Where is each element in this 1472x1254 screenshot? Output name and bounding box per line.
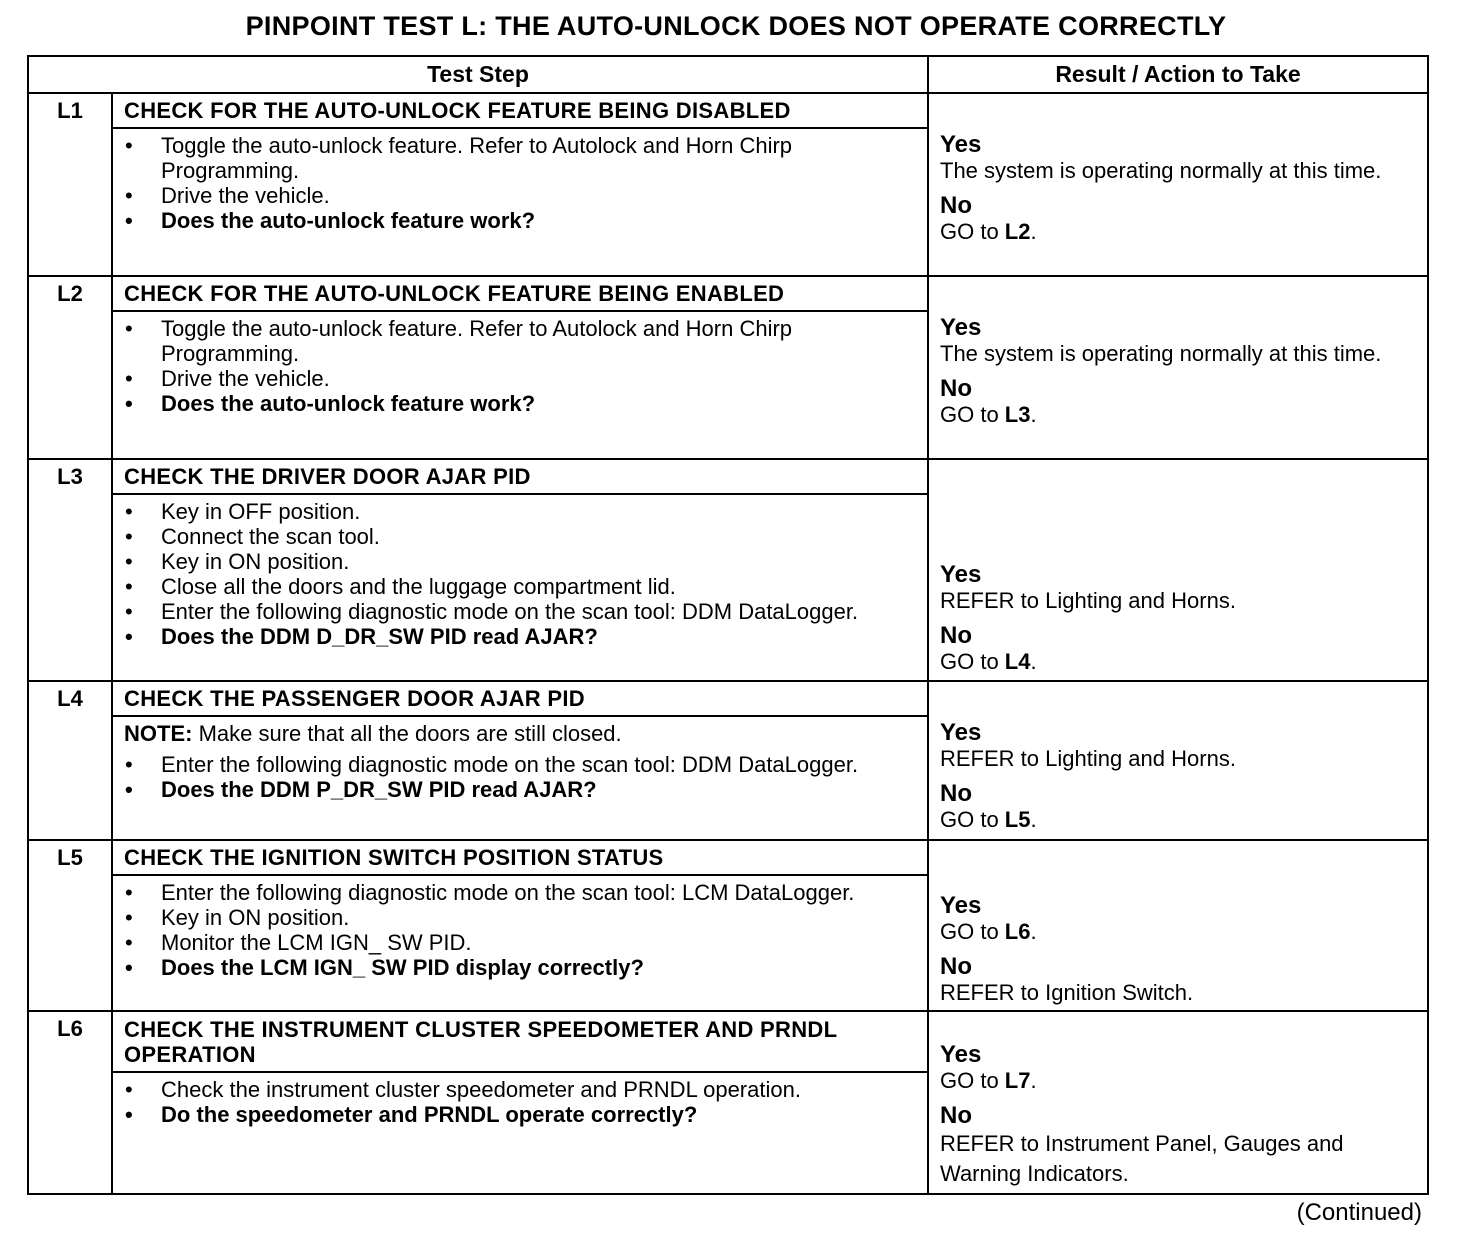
no-label: No <box>940 953 972 980</box>
no-action: REFER to Instrument Panel, Gauges and Warning Indicators. <box>940 1131 1344 1186</box>
step-question: • Do the speedometer and PRNDL operate correctly? <box>113 1102 913 1127</box>
yes-action: REFER to Lighting and Horns. <box>940 746 1236 771</box>
step-heading: CHECK FOR THE AUTO-UNLOCK FEATURE BEING DISABLED <box>124 98 791 123</box>
step-body <box>113 1077 913 1127</box>
step-heading: CHECK THE IGNITION SWITCH POSITION STATUS <box>124 845 664 870</box>
step-item: • Key in OFF position. <box>113 499 913 524</box>
yes-action: The system is operating normally at this time. <box>940 158 1382 183</box>
no-action: GO to L2. <box>940 219 1037 244</box>
note-label: NOTE: <box>124 721 193 746</box>
pinpoint-test-table <box>27 55 1429 1195</box>
step-heading: CHECK THE INSTRUMENT CLUSTER SPEEDOMETER AND PRNDL OPERATION <box>124 1017 837 1067</box>
step-id: L4 <box>57 686 83 711</box>
step-result <box>940 1042 1410 1189</box>
step-heading-rule <box>111 310 927 312</box>
step-question: • Does the DDM P_DR_SW PID read AJAR? <box>113 777 913 802</box>
step-heading-rule <box>111 127 927 129</box>
header-result: Result / Action to Take <box>1055 61 1301 87</box>
step-ref: L6 <box>1004 919 1031 944</box>
column-divider <box>927 57 929 1193</box>
step-item: • Enter the following diagnostic mode on the scan tool: LCM DataLogger. <box>113 880 913 905</box>
step-heading-rule <box>111 715 927 717</box>
no-action: REFER to Ignition Switch. <box>940 980 1194 1005</box>
no-label: No <box>940 622 972 649</box>
step-item: • Close all the doors and the luggage compartment lid. <box>113 574 913 599</box>
step-body <box>113 316 913 416</box>
row-rule <box>29 1010 1427 1012</box>
step-item: • Toggle the auto-unlock feature. Refer to Autolock and Horn Chirp Programming. <box>113 133 913 183</box>
yes-action: The system is operating normally at this time. <box>940 341 1382 366</box>
step-ref: L5 <box>1004 807 1031 832</box>
no-label: No <box>940 780 972 807</box>
step-id: L5 <box>57 845 83 870</box>
no-label: No <box>940 1102 972 1129</box>
header-rule <box>29 92 1427 94</box>
step-heading: CHECK THE DRIVER DOOR AJAR PID <box>124 464 531 489</box>
yes-label: Yes <box>940 131 982 158</box>
step-item: • Toggle the auto-unlock feature. Refer to Autolock and Horn Chirp Programming. <box>113 316 913 366</box>
step-item: • Key in ON position. <box>113 905 913 930</box>
step-body <box>113 721 913 802</box>
step-ref: L3 <box>1004 402 1031 427</box>
yes-action: REFER to Lighting and Horns. <box>940 588 1236 613</box>
step-heading-rule <box>111 874 927 876</box>
step-id: L6 <box>57 1016 83 1041</box>
yes-label: Yes <box>940 892 982 919</box>
yes-label: Yes <box>940 1041 982 1068</box>
step-question: • Does the DDM D_DR_SW PID read AJAR? <box>113 624 913 649</box>
step-item: • Monitor the LCM IGN_ SW PID. <box>113 930 913 955</box>
row-rule <box>29 839 1427 841</box>
yes-label: Yes <box>940 314 982 341</box>
yes-label: Yes <box>940 719 982 746</box>
step-question: • Does the auto-unlock feature work? <box>113 391 913 416</box>
step-item: • Connect the scan tool. <box>113 524 913 549</box>
step-ref: L4 <box>1004 649 1031 674</box>
step-result <box>940 720 1410 832</box>
step-result <box>940 893 1410 1005</box>
step-id: L1 <box>57 98 83 123</box>
step-item: • Drive the vehicle. <box>113 183 913 208</box>
row-rule <box>29 275 1427 277</box>
step-id: L2 <box>57 281 83 306</box>
no-label: No <box>940 375 972 402</box>
no-action: GO to L3. <box>940 402 1037 427</box>
no-label: No <box>940 192 972 219</box>
step-heading: CHECK FOR THE AUTO-UNLOCK FEATURE BEING ENABLED <box>124 281 785 306</box>
step-id: L3 <box>57 464 83 489</box>
step-result <box>940 132 1410 244</box>
header-test-step: Test Step <box>427 61 529 87</box>
step-heading-rule <box>111 493 927 495</box>
step-item: • Check the instrument cluster speedometer and PRNDL operation. <box>113 1077 913 1102</box>
yes-action: GO to L6. <box>940 919 1037 944</box>
step-ref: L7 <box>1004 1068 1031 1093</box>
step-note: NOTE: Make sure that all the doors are still closed. <box>124 721 622 746</box>
no-action: GO to L4. <box>940 649 1037 674</box>
step-item: • Key in ON position. <box>113 549 913 574</box>
row-rule <box>29 458 1427 460</box>
continued-label: (Continued) <box>1296 1199 1422 1226</box>
step-result <box>940 562 1410 674</box>
yes-action: GO to L7. <box>940 1068 1037 1093</box>
row-rule <box>29 680 1427 682</box>
step-question: • Does the LCM IGN_ SW PID display correctly? <box>113 955 913 980</box>
step-item: • Enter the following diagnostic mode on the scan tool: DDM DataLogger. <box>113 599 913 624</box>
step-body <box>113 880 913 980</box>
step-body <box>113 499 913 649</box>
yes-label: Yes <box>940 561 982 588</box>
step-result <box>940 315 1410 427</box>
step-heading: CHECK THE PASSENGER DOOR AJAR PID <box>124 686 585 711</box>
step-question: • Does the auto-unlock feature work? <box>113 208 913 233</box>
page-title: PINPOINT TEST L: THE AUTO-UNLOCK DOES NOT OPERATE CORRECTLY <box>245 11 1227 41</box>
step-body <box>113 133 913 233</box>
step-item: • Drive the vehicle. <box>113 366 913 391</box>
step-ref: L2 <box>1004 219 1031 244</box>
step-heading-rule <box>111 1071 927 1073</box>
step-item: • Enter the following diagnostic mode on the scan tool: DDM DataLogger. <box>113 752 913 777</box>
no-action: GO to L5. <box>940 807 1037 832</box>
